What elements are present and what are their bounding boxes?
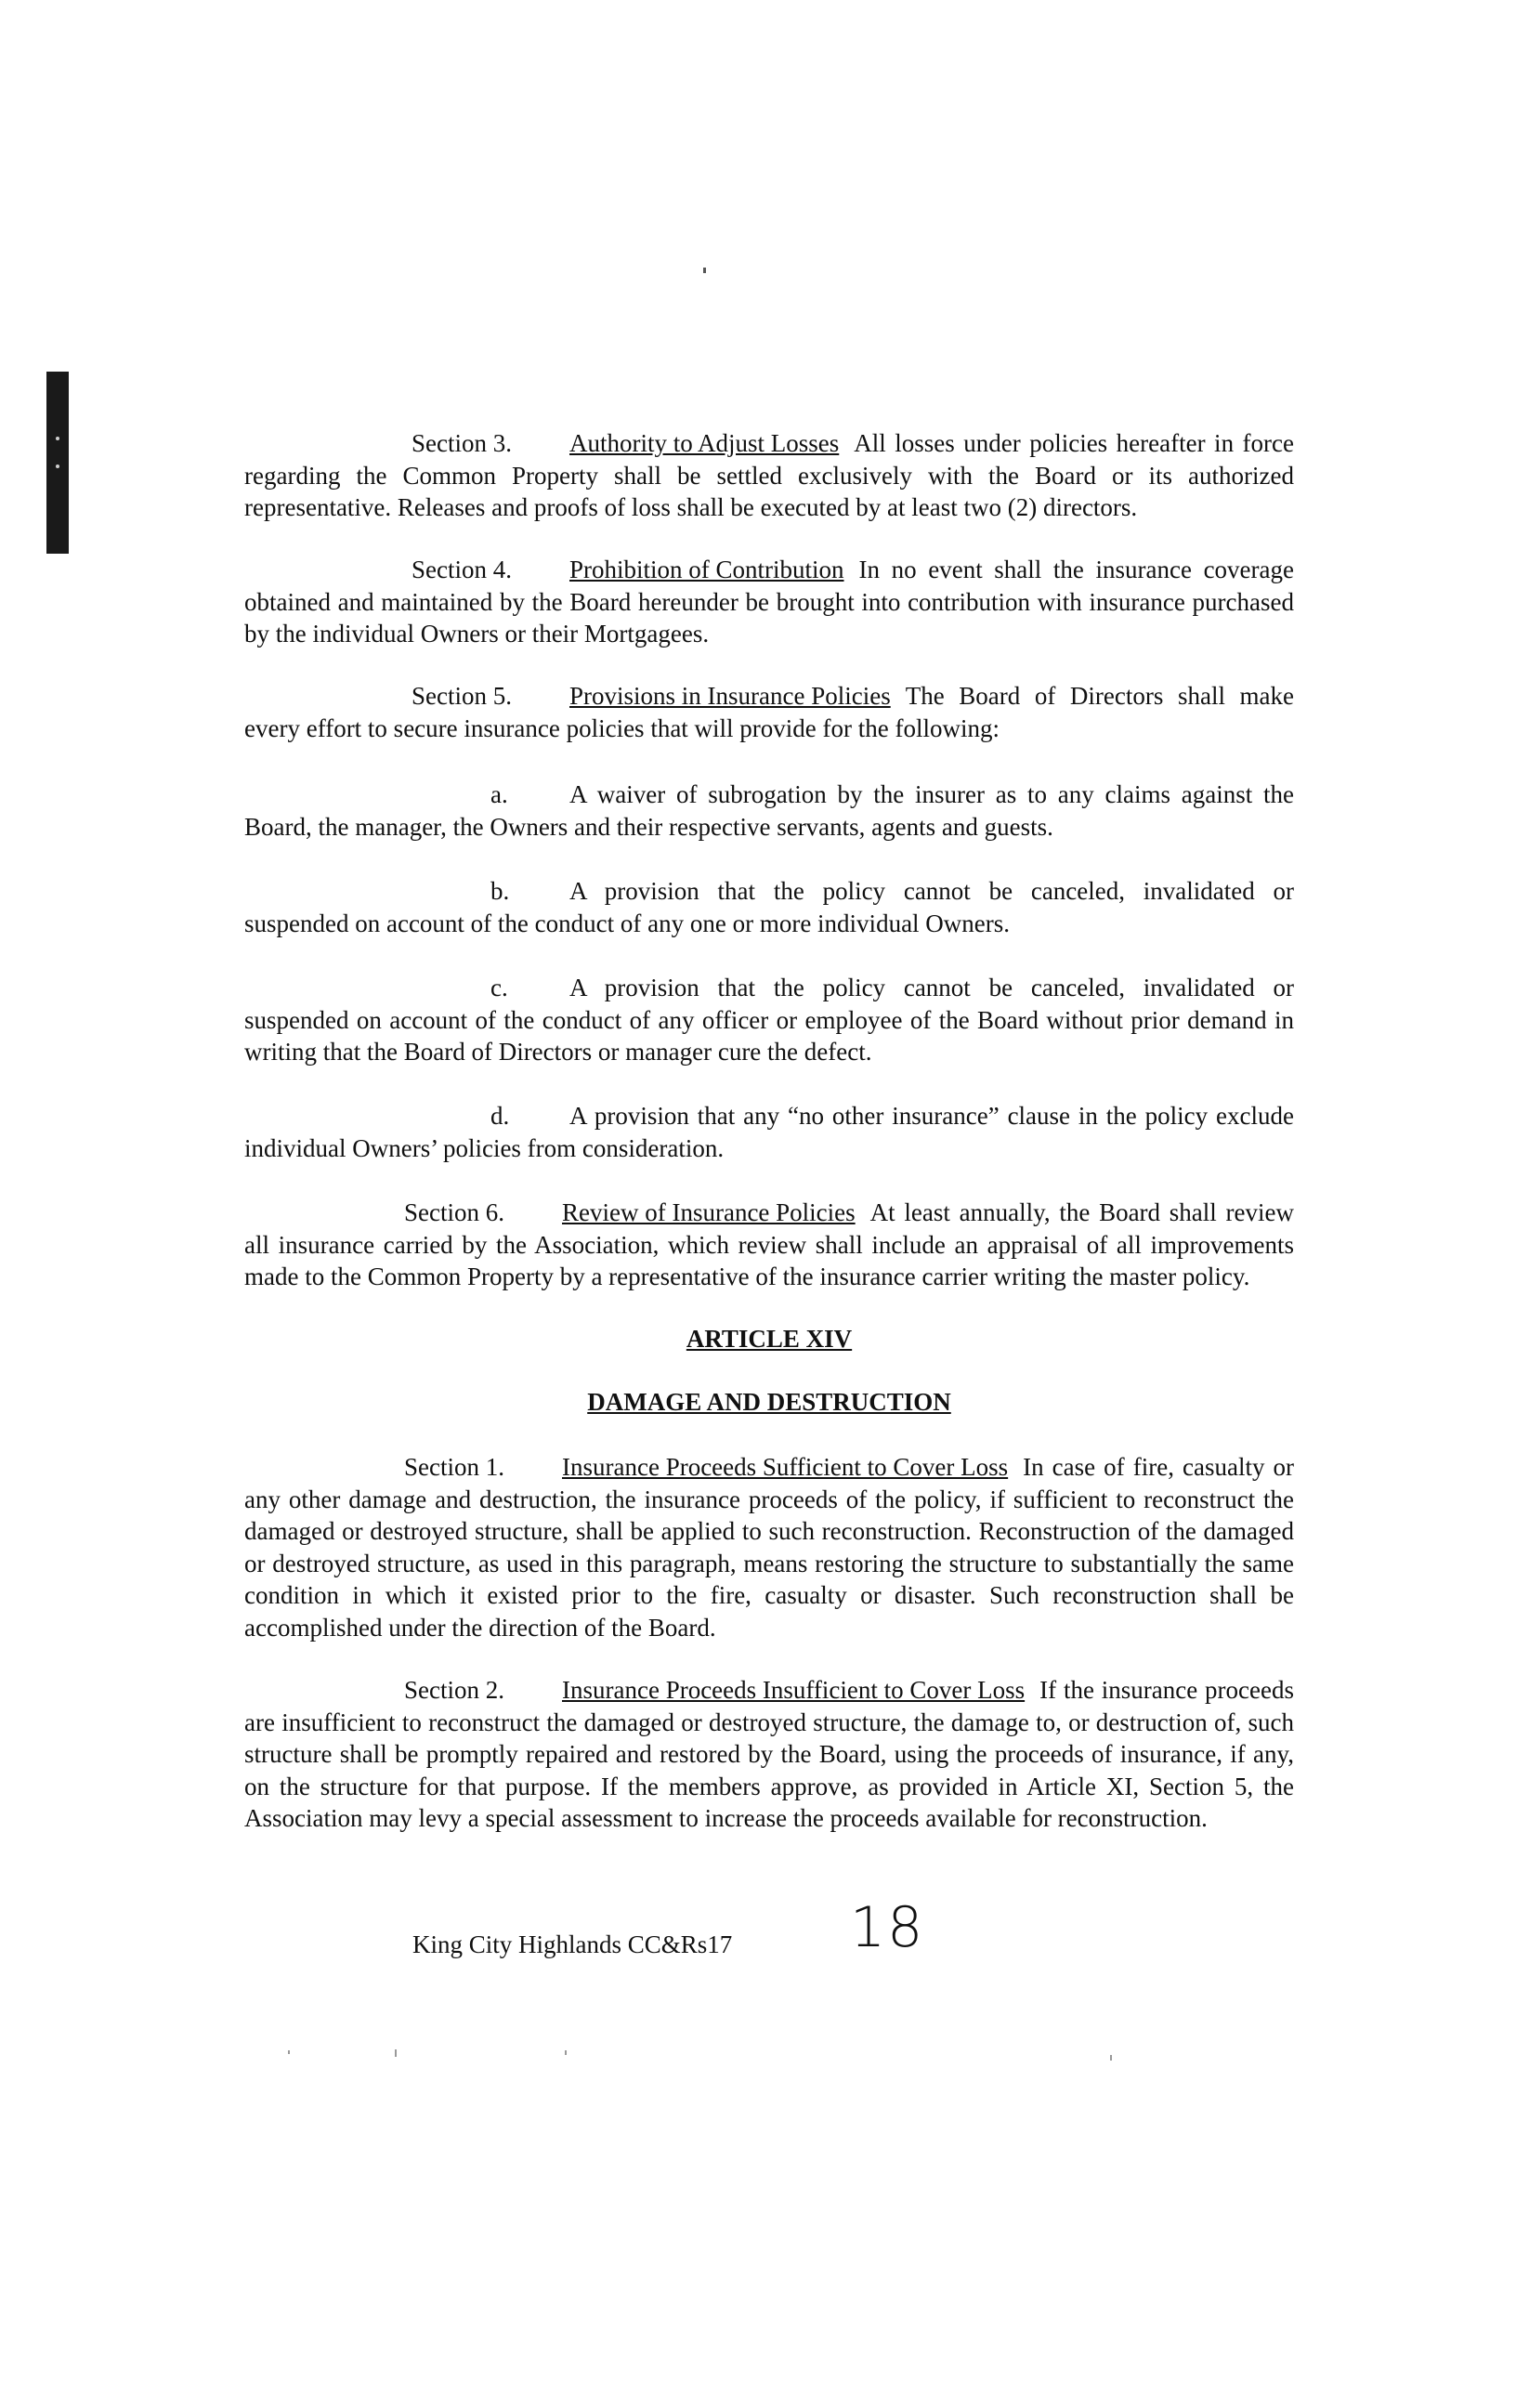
section-label: Section 2. — [404, 1676, 504, 1704]
scan-artifact-bar — [46, 372, 69, 554]
section-heading: Prohibition of Contribution — [569, 556, 844, 583]
section-5-paragraph — [244, 680, 1294, 744]
item-letter: b. — [490, 877, 510, 905]
section-label: Section 3. — [412, 429, 512, 457]
list-item — [244, 875, 1294, 939]
item-letter: a. — [490, 780, 508, 808]
scan-speck — [703, 268, 706, 273]
section-label: Section 5. — [412, 682, 512, 710]
scan-speck — [1110, 2055, 1112, 2061]
section-heading: Provisions in Insurance Policies — [569, 682, 891, 710]
item-text: A provision that any “no other insurance” clause in the policy exclude individual Owners’ policies from consideration. — [244, 1102, 1294, 1162]
scan-speck — [288, 2050, 290, 2054]
article-number: ARTICLE XIV — [686, 1325, 853, 1353]
section-label: Section 4. — [412, 556, 512, 583]
item-letter: d. — [490, 1102, 510, 1130]
section-heading: Authority to Adjust Losses — [569, 429, 840, 457]
article-title: DAMAGE AND DESTRUCTION — [587, 1388, 951, 1416]
list-item — [244, 1100, 1294, 1164]
section-heading: Insurance Proceeds Sufficient to Cover Loss — [562, 1453, 1009, 1481]
list-item — [244, 779, 1294, 843]
footer-document-name: King City Highlands CC&Rs17 — [412, 1930, 733, 1958]
section-body: All losses under policies hereafter in force regarding the Common Property shall be settled exclusively with the Board or its authorized representative. Releases and proofs of loss shall be executed by at least two (2) directors. — [244, 429, 1294, 521]
handwritten-page-number: 18 — [850, 1895, 925, 1960]
item-text: A waiver of subrogation by the insurer as to any claims against the Board, the manager, the Owners and their respective servants, agents and guests. — [244, 780, 1294, 841]
item-text: A provision that the policy cannot be canceled, invalidated or suspended on account of the conduct of any officer or employee of the Board without prior demand in writing that the Board of Directors or manager cure the defect. — [244, 974, 1294, 1066]
article-section-2-paragraph — [244, 1674, 1294, 1835]
scan-speck — [395, 2049, 397, 2057]
section-3-paragraph — [244, 427, 1294, 524]
section-body: The Board of Directors shall make every effort to secure insurance policies that will provide for the following: — [244, 682, 1294, 742]
item-letter: c. — [490, 974, 508, 1001]
section-body: At least annually, the Board shall review all insurance carried by the Association, which review shall include an appraisal of all improvements made to the Common Property by a representative of the insurance carrier writing the master policy. — [244, 1198, 1294, 1290]
list-item — [244, 972, 1294, 1068]
scan-speck — [565, 2050, 567, 2055]
section-6-paragraph — [244, 1197, 1294, 1293]
section-body: If the insurance proceeds are insufficient to reconstruct the damaged or destroyed structure, the damage to, or destruction of, such structure shall be promptly repaired and restored by the Board, using the proceeds of insurance, if any, on the structure for that purpose. If the members approve, as provided in Article XI, Section 5, the Association may levy a special assessment to increase the proceeds available for reconstruction. — [244, 1676, 1294, 1832]
article-section-1-paragraph — [244, 1451, 1294, 1643]
scan-dot — [56, 465, 59, 468]
section-heading: Insurance Proceeds Insufficient to Cover Loss — [562, 1676, 1026, 1704]
scan-dot — [56, 437, 59, 440]
section-heading: Review of Insurance Policies — [562, 1198, 856, 1226]
section-label: Section 6. — [404, 1198, 504, 1226]
item-text: A provision that the policy cannot be canceled, invalidated or suspended on account of the conduct of any one or more individual Owners. — [244, 877, 1294, 937]
section-body: In case of fire, casualty or any other damage and destruction, the insurance proceeds of the policy, if sufficient to reconstruct the damaged or destroyed structure, shall be applied to such reconstruction. Reconstruction of the damaged or destroyed structure, as used in this paragraph, means restoring the structure to substantially the same condition in which it existed prior to the fire, casualty or disaster. Such reconstruction shall be accomplished under the direction of the Board. — [244, 1453, 1294, 1642]
section-body: In no event shall the insurance coverage obtained and maintained by the Board hereunder be brought into contribution with insurance purchased by the individual Owners or their Mortgagees. — [244, 556, 1294, 648]
section-label: Section 1. — [404, 1453, 504, 1481]
section-4-paragraph — [244, 554, 1294, 650]
